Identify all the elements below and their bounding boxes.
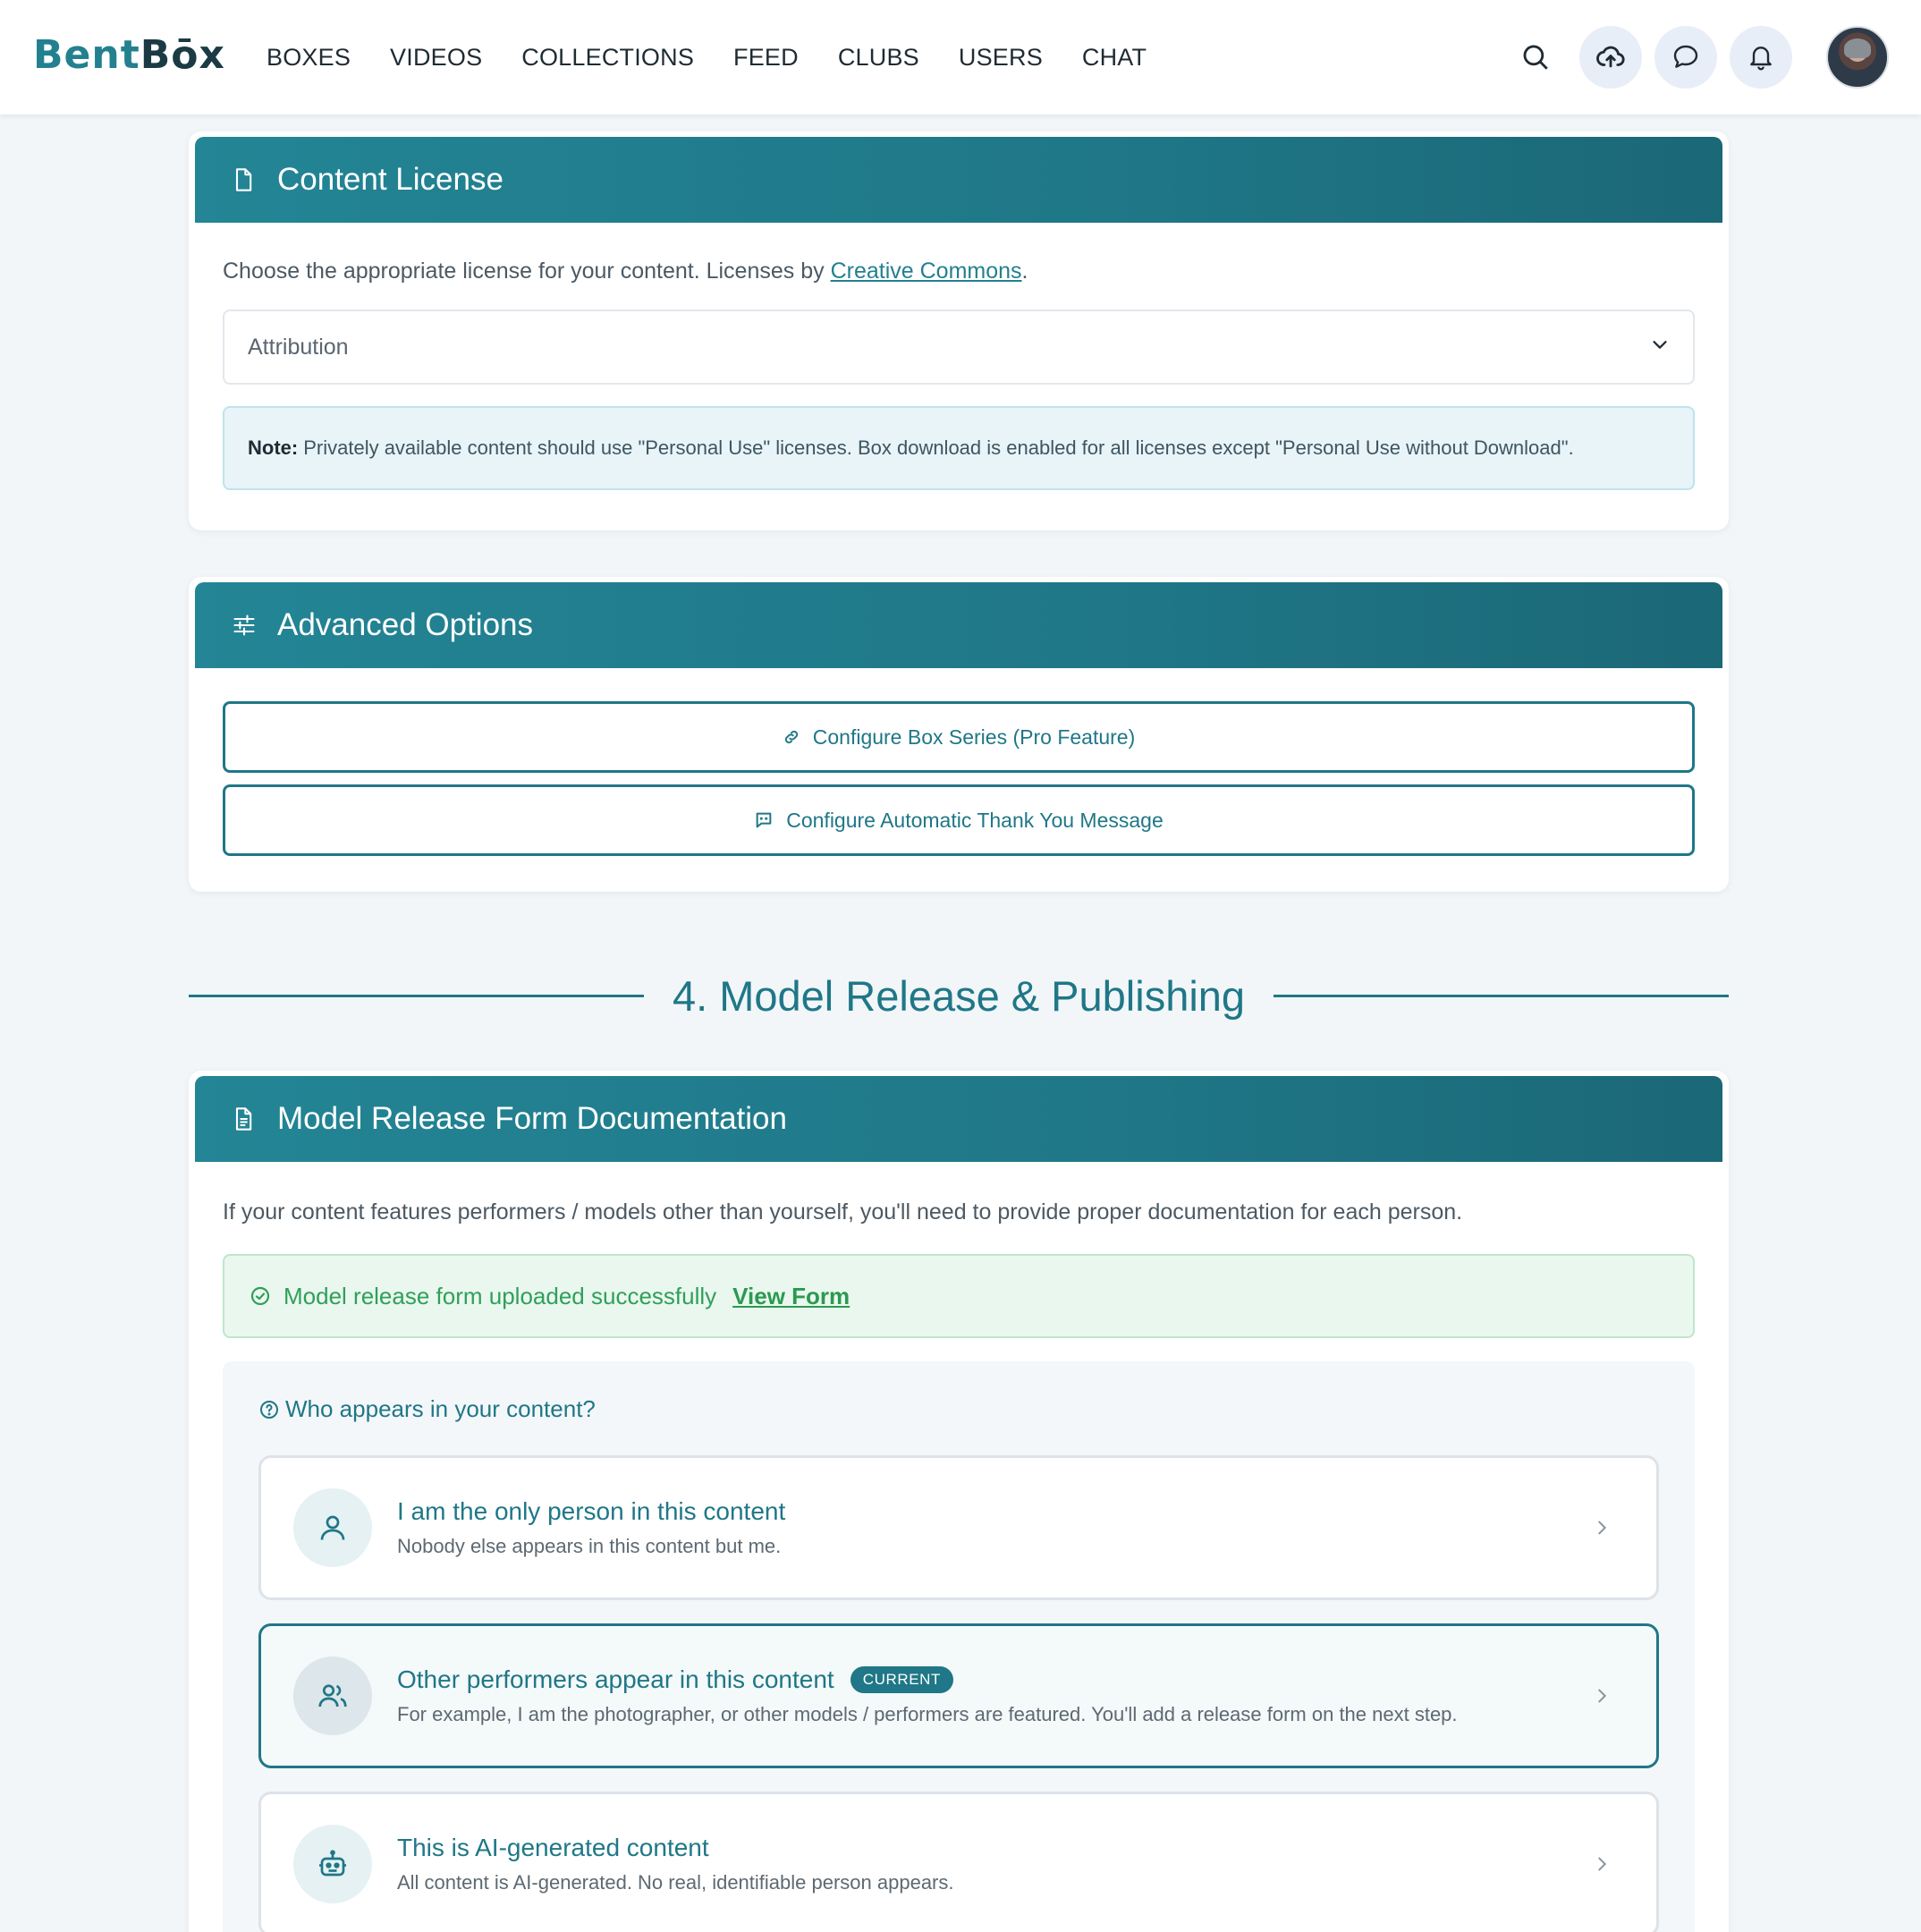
license-intro-end: . [1021, 258, 1028, 284]
logo-part1: Bent [33, 32, 140, 78]
chat-bubble-icon[interactable] [1654, 26, 1717, 89]
section-title: 4. Model Release & Publishing [672, 971, 1246, 1020]
model-release-header [195, 1076, 1722, 1162]
license-note [223, 406, 1695, 490]
model-release-intro: If your content features performers / models other than yourself, you'll need to provide proper documentation for each person. [223, 1199, 1463, 1224]
configure-box-series-label: Configure Box Series (Pro Feature) [812, 724, 1136, 749]
view-form-link[interactable]: View Form [732, 1282, 850, 1309]
note-label: Note: [248, 436, 299, 459]
nav-videos[interactable]: VIDEOS [390, 43, 483, 71]
configure-box-series-button[interactable] [223, 701, 1695, 773]
robot-icon [293, 1825, 372, 1903]
license-intro-text: Choose the appropriate license for your content. Licenses by [223, 258, 831, 284]
bell-icon[interactable] [1730, 26, 1792, 89]
option-only-me-desc: Nobody else appears in this content but me. [397, 1535, 782, 1557]
bentbox-logo[interactable] [33, 32, 225, 78]
who-appears-question [258, 1395, 1659, 1423]
nav-clubs[interactable]: CLUBS [837, 43, 919, 71]
model-release-title: Model Release Form Documentation [277, 1101, 787, 1136]
chevron-right-icon [1592, 1686, 1612, 1706]
chevron-right-icon [1592, 1518, 1612, 1538]
model-release-card [189, 1071, 1729, 1932]
nav-boxes[interactable]: BOXES [267, 43, 351, 71]
license-select[interactable] [223, 309, 1695, 385]
option-other-performers-desc: For example, I am the photographer, or other models / performers are featured. You'll add a release form on the next step. [397, 1703, 1458, 1725]
document-icon [231, 164, 263, 196]
option-only-me-title: I am the only person in this content [397, 1497, 786, 1525]
people-icon [293, 1657, 372, 1735]
content-license-card [189, 131, 1729, 530]
configure-thank-you-button[interactable] [223, 784, 1695, 856]
note-text: Privately available content should use "Personal Use" licenses. Box download is enabled for all licenses except "Personal Use without Download". [303, 436, 1574, 459]
top-navbar [0, 0, 1921, 114]
file-text-icon [231, 1103, 263, 1135]
configure-thank-you-label: Configure Automatic Thank You Message [786, 808, 1164, 832]
creative-commons-link[interactable]: Creative Commons [830, 258, 1022, 284]
advanced-options-title: Advanced Options [277, 607, 534, 642]
who-appears-panel [223, 1361, 1695, 1932]
help-circle-icon [258, 1399, 280, 1420]
nav-chat[interactable]: CHAT [1081, 43, 1147, 71]
link-icon [783, 728, 800, 746]
upload-success-alert [223, 1254, 1695, 1338]
option-ai-generated[interactable] [258, 1792, 1659, 1932]
check-circle-icon [250, 1285, 271, 1307]
option-other-performers[interactable] [258, 1623, 1659, 1768]
logo-part2: Bōx [140, 32, 225, 78]
option-only-me[interactable] [258, 1455, 1659, 1600]
sliders-icon [231, 609, 263, 641]
section-heading [189, 964, 1729, 1027]
content-license-header [195, 137, 1722, 223]
advanced-options-header [195, 582, 1722, 668]
message-square-icon [754, 810, 774, 830]
advanced-options-card [189, 577, 1729, 892]
chevron-down-icon [1650, 335, 1670, 360]
current-badge: CURRENT [850, 1666, 953, 1693]
license-intro [223, 258, 1695, 284]
who-appears-label: Who appears in your content? [285, 1395, 596, 1422]
search-icon[interactable] [1504, 26, 1567, 89]
nav-collections[interactable]: COLLECTIONS [521, 43, 695, 71]
license-select-value: Attribution [248, 334, 349, 360]
option-other-performers-title-row [397, 1665, 1458, 1694]
content-license-title: Content License [277, 162, 504, 197]
option-ai-generated-desc: All content is AI-generated. No real, identifiable person appears. [397, 1871, 954, 1894]
chevron-right-icon [1592, 1854, 1612, 1874]
nav-feed[interactable]: FEED [733, 43, 799, 71]
person-icon [293, 1488, 372, 1567]
section-divider-right [1274, 995, 1729, 997]
option-ai-generated-title: This is AI-generated content [397, 1834, 709, 1861]
main-nav [267, 0, 1186, 114]
upload-success-text: Model release form uploaded successfully [283, 1282, 717, 1309]
user-avatar[interactable] [1826, 26, 1889, 89]
nav-actions [1504, 0, 1889, 114]
nav-users[interactable]: USERS [958, 43, 1043, 71]
upload-cloud-icon[interactable] [1579, 26, 1642, 89]
section-divider-left [189, 995, 644, 997]
option-other-performers-title: Other performers appear in this content [397, 1665, 834, 1693]
